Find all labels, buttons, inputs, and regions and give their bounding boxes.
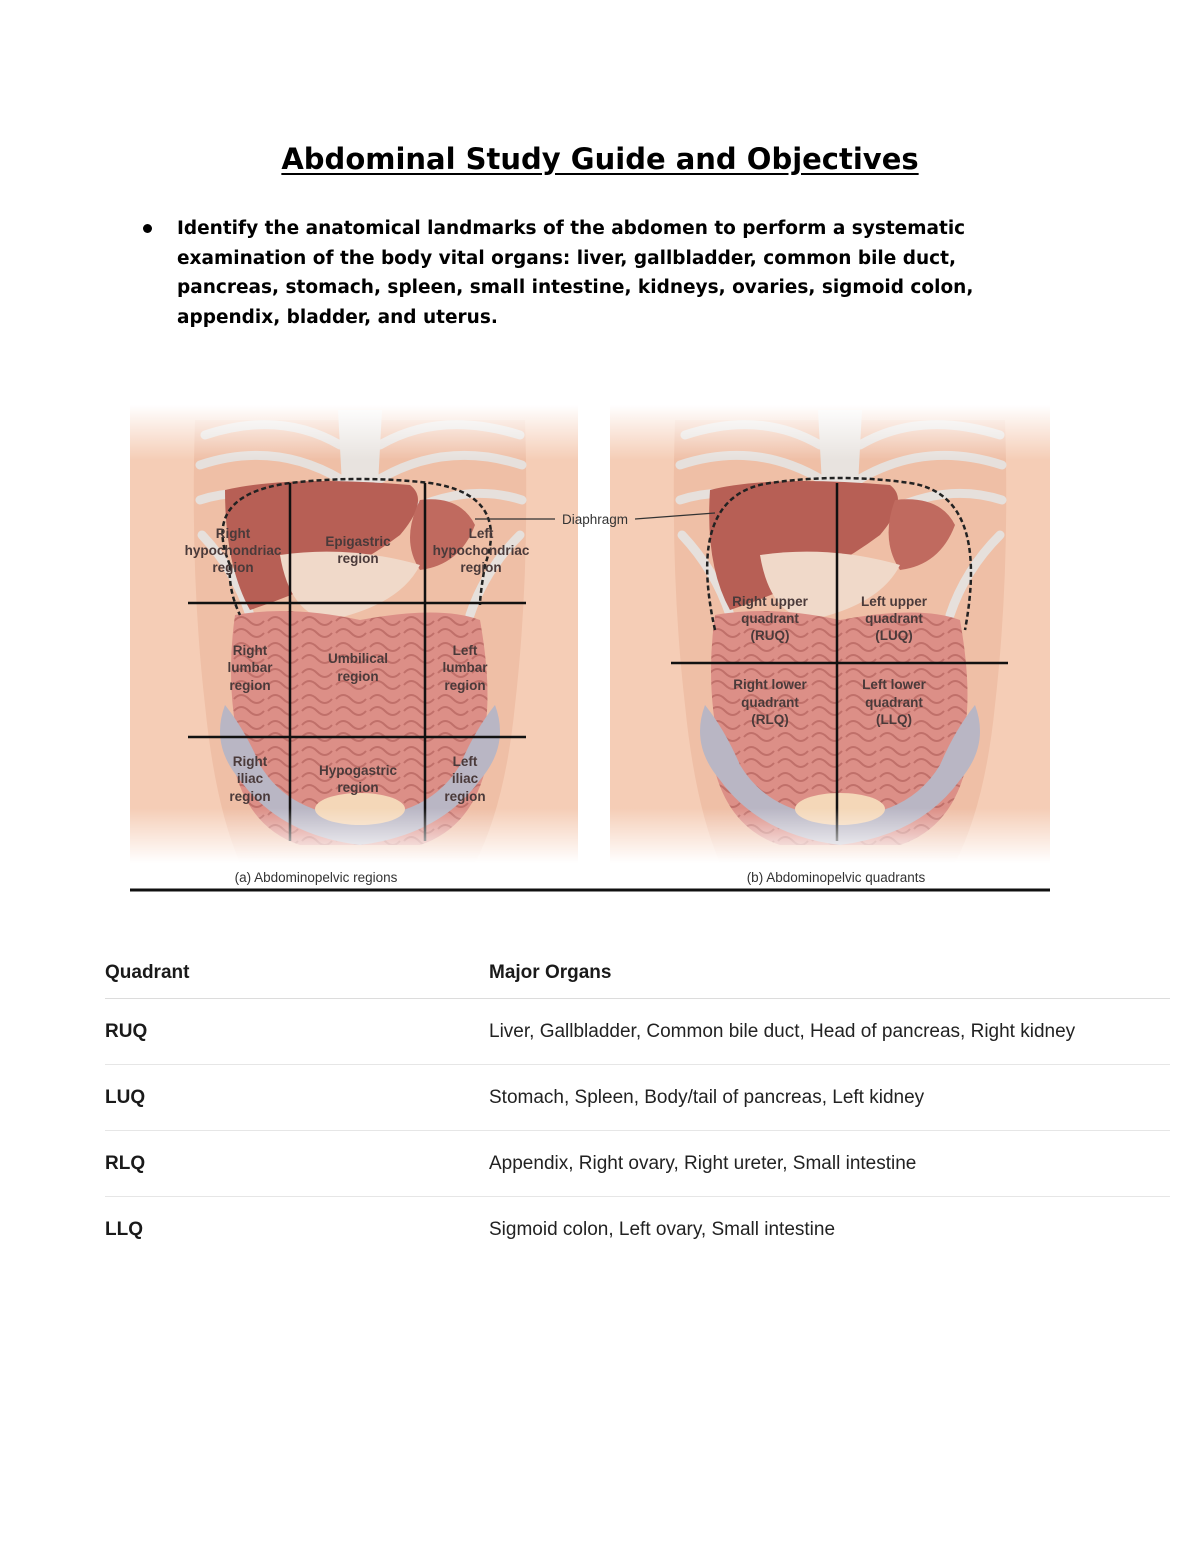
quadrant-cell: RUQ xyxy=(105,1020,148,1042)
organs-cell: Sigmoid colon, Left ovary, Small intestine xyxy=(489,1218,836,1240)
regions-caption: (a) Abdominopelvic regions xyxy=(234,870,398,885)
header-major-organs: Major Organs xyxy=(489,962,612,983)
organs-cell: Appendix, Right ovary, Right ureter, Small intestine xyxy=(489,1152,917,1174)
abdominopelvic-figure xyxy=(130,405,1050,893)
quadrant-cell: LUQ xyxy=(105,1086,146,1108)
quadrant-cell: RLQ xyxy=(105,1152,146,1174)
diaphragm-label: Diaphragm xyxy=(561,512,629,527)
objective-text: Identify the anatomical landmarks of the abdomen to perform a systematic examination of the body vital organs: liver, gallbladder, common bile duct, pancreas, stomach, spleen, small intestine, kidneys, ovaries, sigmoid colon, appendix, bladder, and uterus. xyxy=(177,218,974,328)
table-row xyxy=(105,1131,1170,1197)
header-quadrant: Quadrant xyxy=(105,962,190,983)
bullet-icon xyxy=(143,224,152,233)
table-header xyxy=(105,948,1170,999)
quadrants-caption: (b) Abdominopelvic quadrants xyxy=(746,870,926,885)
objective-item xyxy=(140,214,1020,332)
table-row xyxy=(105,1065,1170,1131)
abdomen-illustration xyxy=(130,405,1050,893)
objectives-list xyxy=(140,214,1020,332)
page-title: Abdominal Study Guide and Objectives xyxy=(281,142,919,176)
organs-cell: Liver, Gallbladder, Common bile duct, Head of pancreas, Right kidney xyxy=(489,1020,1076,1042)
quadrant-cell: LLQ xyxy=(105,1218,143,1240)
table-row xyxy=(105,999,1170,1065)
organ-table xyxy=(105,948,1170,1262)
table-row xyxy=(105,1197,1170,1262)
organs-cell: Stomach, Spleen, Body/tail of pancreas, Left kidney xyxy=(489,1086,925,1108)
